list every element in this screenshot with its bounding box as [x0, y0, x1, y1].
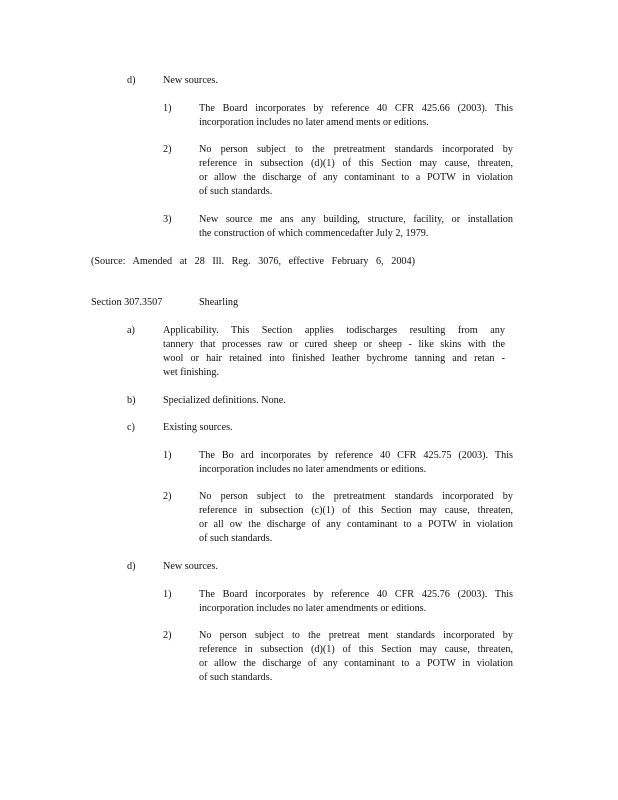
item-paragraph [199, 588, 513, 616]
paragraph-line: The Bo ard incorporates by reference 40 CFR 425.75 (2003). This [199, 450, 513, 461]
item-number: 2) [163, 491, 172, 502]
item-number: 1) [163, 103, 172, 114]
paragraph-line: reference in subsection (d)(1) of this Section may cause, threaten, [199, 158, 513, 169]
item-paragraph [199, 213, 513, 241]
item-number: 2) [163, 144, 172, 155]
paragraph-line: No person subject to the pretreat ment standards incorporated by [199, 630, 513, 641]
paragraph-line: The Board incorporates by reference 40 CFR 425.66 (2003). This [199, 103, 513, 114]
paragraph-line: of such standards. [199, 533, 273, 544]
item-number: 3) [163, 214, 172, 225]
subsection-label-a: a) [127, 325, 135, 336]
source-note-text: (Source: Amended at 28 Ill. Reg. 3076, effective February 6, 2004) [91, 256, 415, 267]
paragraph-line: wet finishing. [163, 367, 220, 378]
paragraph-line: incorporation includes no later amendments or editions. [199, 603, 427, 614]
paragraph-line: reference in subsection (c)(1) of this Section may cause, threaten, [199, 505, 513, 516]
paragraph-line: of such standards. [199, 186, 273, 197]
paragraph-line: or allow the discharge of any contaminant to a POTW in violation [199, 658, 513, 669]
item-paragraph [199, 449, 513, 477]
section-title: Shearling [199, 297, 239, 308]
item-number: 1) [163, 589, 172, 600]
applicability-paragraph [163, 324, 505, 380]
paragraph-line: No person subject to the pretreatment standards incorporated by [199, 491, 513, 502]
paragraph-line: the construction of which commencedafter July 2, 1979. [199, 228, 429, 239]
source-note [91, 255, 415, 269]
paragraph-line: incorporation includes no later amendments or editions. [199, 464, 427, 475]
definitions-text: Specialized definitions. None. [163, 395, 286, 406]
paragraph-line: incorporation includes no later amend ments or editions. [199, 117, 429, 128]
subsection-label-d: d) [127, 561, 136, 572]
subsection-label-d: d) [127, 75, 136, 86]
subsection-label-b: b) [127, 395, 136, 406]
subsection-heading: Existing sources. [163, 422, 233, 433]
paragraph-line: reference in subsection (d)(1) of this Section may cause, threaten, [199, 644, 513, 655]
paragraph-line: The Board incorporates by reference 40 CFR 425.76 (2003). This [199, 589, 513, 600]
paragraph-line: New source me ans any building, structure, facility, or installation [199, 214, 513, 225]
section-number: Section 307.3507 [91, 297, 163, 308]
paragraph-line: Applicability. This Section applies todischarges resulting from any [163, 325, 505, 336]
item-number: 1) [163, 450, 172, 461]
subsection-heading: New sources. [163, 75, 218, 86]
paragraph-line: tannery that processes raw or cured sheep or sheep - like skins with the [163, 339, 505, 350]
item-paragraph [199, 629, 513, 685]
subsection-label-c: c) [127, 422, 135, 433]
paragraph-line: or allow the discharge of any contaminant to a POTW in violation [199, 172, 513, 183]
subsection-heading: New sources. [163, 561, 218, 572]
paragraph-line: No person subject to the pretreatment standards incorporated by [199, 144, 513, 155]
paragraph-line: wool or hair retained into finished leather bychrome tanning and retan - [163, 353, 505, 364]
item-paragraph [199, 490, 513, 546]
item-number: 2) [163, 630, 172, 641]
paragraph-line: of such standards. [199, 672, 273, 683]
item-paragraph [199, 143, 513, 199]
paragraph-line: or all ow the discharge of any contaminant to a POTW in violation [199, 519, 513, 530]
item-paragraph [199, 102, 513, 130]
